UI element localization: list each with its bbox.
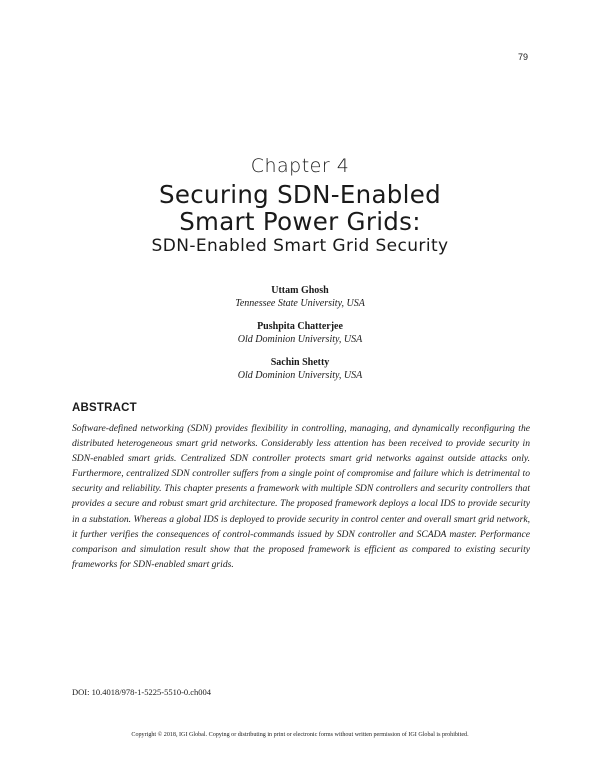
chapter-subtitle: SDN-Enabled Smart Grid Security <box>151 236 449 256</box>
doi-reference: DOI: 10.4018/978-1-5225-5510-0.ch004 <box>72 687 212 697</box>
copyright-notice: Copyright © 2018, IGI Global. Copying or distributing in print or electronic forms without written permission of IGI Global is prohibited. <box>131 732 469 738</box>
author-name: Sachin Shetty <box>270 357 330 368</box>
author-affiliation: Old Dominion University, USA <box>237 333 363 345</box>
page-number: 79 <box>517 52 528 62</box>
chapter-title-line-2: Smart Power Grids: <box>179 207 421 236</box>
author-entry <box>0 285 600 310</box>
author-affiliation: Tennessee State University, USA <box>235 297 365 309</box>
author-name: Pushpita Chatterjee <box>257 321 343 332</box>
chapter-label: Chapter 4 <box>250 155 350 177</box>
chapter-title-line-1: Securing SDN-Enabled <box>159 180 441 209</box>
abstract-text: Software-defined networking (SDN) provides flexibility in controlling, managing, and dynamically reconfiguring the distributed heterogeneous smart grid networks. Considerably less attention has been received to provide security in SDN-enabled smart grids. Centralized SDN controller protects smart grid networks against outside attacks only. Furthermore, centralized SDN controller suffers from a single point of compromise and failure which is detrimental to security and reliability. This chapter presents a framework with multiple SDN controllers and security controllers that provides a secure and robust smart grid architecture. The proposed framework deploys a local IDS to provide security in a substation. Whereas a global IDS is deployed to provide security in control center and overall smart grid network, it further verifies the consequences of control-commands issued by SDN controller and SCADA master. Performance comparison and simulation result show that the proposed framework is efficient as compared to existing security frameworks for SDN-enabled smart grids. <box>72 423 530 570</box>
chapter-title <box>0 181 600 235</box>
author-affiliation: Old Dominion University, USA <box>237 369 363 381</box>
abstract-heading: ABSTRACT <box>72 402 137 414</box>
author-entry <box>0 357 600 382</box>
author-name: Uttam Ghosh <box>271 285 329 296</box>
author-entry <box>0 321 600 346</box>
author-list <box>0 285 600 393</box>
